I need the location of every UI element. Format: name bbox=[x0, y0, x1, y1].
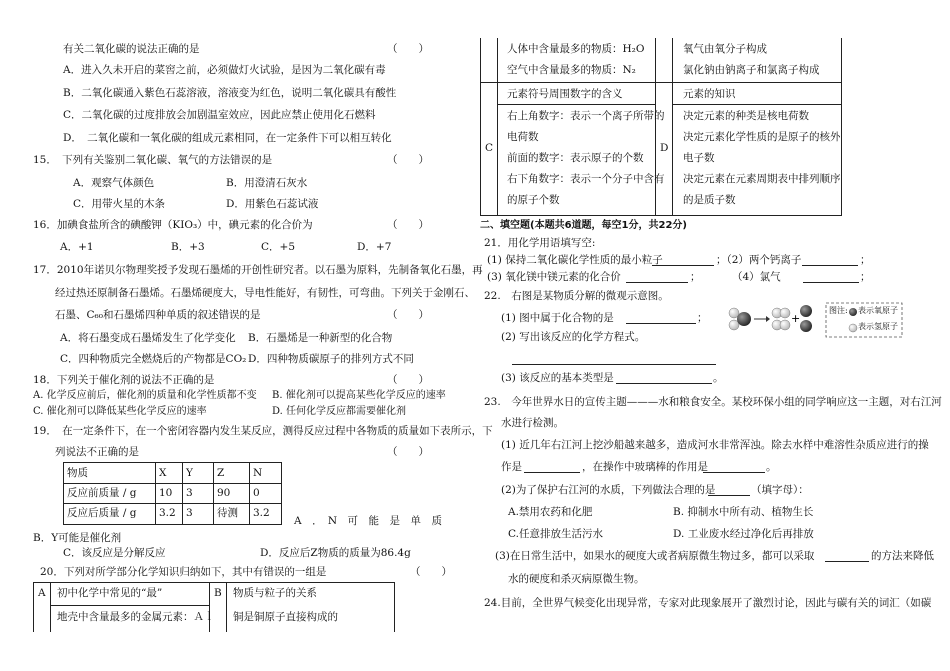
table-col-divider bbox=[182, 462, 183, 525]
q23-line-2: 水进行检测。 bbox=[501, 417, 564, 429]
q16-option-d: D．+7 bbox=[357, 241, 392, 253]
section-heading: 二、填空题(本题共6道题，每空1分，共22分) bbox=[480, 220, 687, 231]
answer-blank[interactable] bbox=[802, 265, 858, 266]
q23-option-b: B. 抑制水中所有动、植物生长 bbox=[673, 506, 814, 518]
table-col-divider bbox=[50, 582, 51, 632]
q20-d-line: 电子数 bbox=[683, 152, 715, 164]
q23-line-6b: 的方法来降低 bbox=[871, 550, 934, 562]
table-col-divider bbox=[209, 582, 210, 632]
q17-line-3: 石墨、C₆₀和石墨烯四种单质的叙述错误的是 bbox=[55, 309, 261, 321]
oxygen-atom-icon bbox=[849, 308, 857, 316]
table-col-divider bbox=[155, 462, 156, 525]
q23-line-4b: ，在操作中玻璃棒的作用是 bbox=[582, 461, 708, 473]
q22-part-3: (3) 该反应的基本类型是 bbox=[501, 372, 614, 384]
q20-c-line: 前面的数字：表示原子的个数 bbox=[507, 152, 644, 164]
q23-option-a: A.禁用农药和化肥 bbox=[508, 506, 593, 518]
q20-c-line: 电荷数 bbox=[507, 131, 539, 143]
legend-title: 图注: bbox=[829, 306, 848, 315]
table-cell: 待测 bbox=[217, 507, 238, 519]
q16-option-c: C．+5 bbox=[261, 241, 296, 253]
legend-oxygen: 表示氧原子 bbox=[858, 306, 898, 315]
q19-option-d: D．反应后Z物质的质量为86.4g bbox=[260, 547, 411, 559]
q19-option-a: A ． N 可 能 是 单 质 bbox=[294, 515, 443, 527]
q23-line-5a: (2)为了保护右江河的水质，下列做法合理的是 bbox=[501, 484, 716, 496]
q15-paren: （ ） bbox=[387, 154, 429, 166]
hydrogen-molecule-icon bbox=[772, 308, 790, 330]
q20-b-line-2: 氧气由氧分子构成 bbox=[683, 43, 767, 55]
answer-blank[interactable] bbox=[708, 495, 750, 496]
q19-option-c: C．该反应是分解反应 bbox=[63, 547, 166, 559]
q20-a-line-2: 人体中含量最多的物质：H₂O bbox=[507, 43, 645, 55]
table-cell: 3 bbox=[186, 507, 193, 519]
table-cell: 反应后质量 / g bbox=[67, 507, 137, 519]
table-row-divider bbox=[672, 104, 842, 105]
q16-stem: 16．加碘食盐所含的碘酸钾（KIO₃）中，碘元素的化合价为 bbox=[33, 219, 313, 231]
legend-hydrogen: 表示氢原子 bbox=[858, 322, 898, 331]
arrow-icon bbox=[754, 316, 770, 322]
table-cell: 3.2 bbox=[253, 507, 270, 519]
q23-line-5b: （填字母）： bbox=[751, 484, 809, 496]
q21-part-3: (3) 氧化镁中镁元素的化合价 bbox=[487, 271, 621, 283]
q21-part-4: ； （4）氯气 bbox=[690, 271, 781, 283]
q16-paren: （ ） bbox=[387, 219, 429, 231]
table-col-divider bbox=[497, 38, 498, 216]
q23-line-4a: 作是 bbox=[501, 461, 522, 473]
q20-stem: 20．下列对所学部分化学知识归纳如下，其中有错误的一组是 bbox=[40, 566, 327, 578]
q19-paren: （ ） bbox=[387, 446, 429, 458]
q23-line-1: 23. 今年世界水日的宣传主题———水和粮食安全。某校环保小组的同学响应这一主题，对右江河 bbox=[484, 396, 942, 408]
table-col-divider bbox=[226, 582, 227, 632]
table-row-divider bbox=[480, 82, 842, 83]
answer-blank[interactable] bbox=[626, 282, 688, 283]
q18-stem: 18．下列关于催化剂的说法不正确的是 bbox=[33, 374, 215, 386]
answer-blank[interactable] bbox=[803, 282, 859, 283]
q17-option-c: C．四种物质完全燃烧后的产物都是CO₂ bbox=[60, 353, 247, 365]
q20-paren: （ ） bbox=[410, 566, 452, 578]
q20-b-line-3: 氯化钠由钠离子和氯离子构成 bbox=[683, 64, 820, 76]
q19-option-b: B．Y可能是催化剂 bbox=[33, 532, 122, 544]
answer-blank[interactable] bbox=[652, 265, 714, 266]
q20-d-line: 的是质子数 bbox=[683, 194, 736, 206]
q21-semicolon: ； bbox=[860, 271, 871, 283]
q14-option-b: B．二氧化碳通入紫色石蕊溶液，溶液变为红色，说明二氧化碳具有酸性 bbox=[63, 87, 397, 99]
q14-stem: 有关二氧化碳的说法正确的是 bbox=[63, 43, 200, 55]
q16-option-b: B．+3 bbox=[171, 241, 205, 253]
q18-paren: （ ） bbox=[387, 374, 429, 386]
q17-paren: （ ） bbox=[387, 309, 429, 321]
answer-blank[interactable] bbox=[616, 383, 712, 384]
q20-a-line-3: 空气中含量最多的物质：N₂ bbox=[507, 64, 636, 76]
q22-part-1: (1) 图中属于化合物的是 bbox=[501, 312, 614, 324]
table-cell: 3 bbox=[186, 487, 193, 499]
oxygen-molecule-icon bbox=[800, 305, 812, 332]
q23-line-3: (1) 近几年右江河上挖沙船越来越多，造成河水非常浑浊。除去水样中难溶性杂质应进行的操 bbox=[501, 439, 929, 451]
answer-blank[interactable] bbox=[626, 323, 696, 324]
q20-b-title: 物质与粒子的关系 bbox=[233, 587, 317, 599]
q19-line-1: 19． 在一定条件下，在一个密闭容器内发生某反应，测得反应过程中各物质的质量如下表所示，下 bbox=[33, 425, 493, 437]
q23-line-7: 水的硬度和杀灭病原微生物。 bbox=[508, 573, 645, 585]
q15-option-c: C．用带火星的木条 bbox=[73, 198, 166, 210]
q23-line-6a: (3)在日常生活中，如果水的硬度大或者病原微生物过多，都可以采取 bbox=[495, 550, 815, 562]
answer-blank[interactable] bbox=[703, 472, 765, 473]
q18-option-b: B. 催化剂可以提高某些化学反应的速率 bbox=[272, 390, 446, 401]
q14-option-a: A．进入久未开启的菜窖之前，必须做灯火试验，是因为二氧化碳有毒 bbox=[63, 64, 386, 76]
q22-stem: 22. 右图是某物质分解的微观示意图。 bbox=[484, 290, 669, 302]
q23-period: 。 bbox=[766, 461, 777, 473]
q24-line-1: 24.目前，全世界气候变化出现异常，专家对此现象展开了激烈讨论，因此与碳有关的词汇（如碳 bbox=[484, 597, 932, 609]
table-col-divider bbox=[655, 38, 656, 216]
q14-option-d: D． 二氧化碳和一氧化碳的组成元素相同，在一定条件下可以相互转化 bbox=[63, 132, 392, 144]
q17-option-a: A．将石墨变成石墨烯发生了化学变化 bbox=[60, 332, 236, 344]
q23-option-c: C.任意排放生活污水 bbox=[508, 528, 603, 540]
table-col-divider bbox=[249, 462, 250, 525]
q15-option-b: B．用澄清石灰水 bbox=[226, 177, 308, 189]
q21-semicolon: ； bbox=[860, 254, 871, 266]
q20-c-title: 元素符号周围数字的含义 bbox=[507, 88, 623, 100]
table-col-divider bbox=[213, 462, 214, 525]
table-cell: 反应前质量 / g bbox=[67, 487, 137, 499]
answer-blank[interactable] bbox=[512, 364, 716, 365]
table-cell: 90 bbox=[217, 487, 231, 499]
plus-sign: + bbox=[791, 312, 801, 325]
q17-line-2: 经过热还原制备石墨烯。石墨烯硬度大，导电性能好，有韧性，可弯曲。下列关于金刚石、 bbox=[55, 287, 475, 299]
hydrogen-atom-icon bbox=[849, 324, 857, 332]
q16-option-a: A．+1 bbox=[60, 241, 94, 253]
q20-c-line: 的原子个数 bbox=[507, 194, 560, 206]
q21-stem: 21．用化学用语填写空: bbox=[484, 237, 596, 249]
q20-d-title: 元素的知识 bbox=[683, 88, 736, 100]
table-row-divider bbox=[497, 104, 655, 105]
answer-blank[interactable] bbox=[825, 561, 869, 562]
table-col-divider bbox=[672, 38, 673, 216]
q20-c-line: 右下角数字：表示一个分子中含有 bbox=[507, 173, 665, 185]
table-header-cell: N bbox=[253, 467, 263, 479]
q18-option-a: A. 化学反应前后，催化剂的质量和化学性质都不变 bbox=[33, 390, 257, 401]
q22-part-2: (2) 写出该反应的化学方程式。 bbox=[501, 331, 646, 343]
q15-option-a: A．观察气体颜色 bbox=[73, 177, 155, 189]
answer-blank[interactable] bbox=[524, 472, 580, 473]
q20-b-line: 铜是铜原子直接构成的 bbox=[233, 611, 338, 623]
q19-line-2: 列说法不正确的是 bbox=[55, 446, 139, 458]
table-header-cell: 物质 bbox=[67, 467, 88, 479]
q20-d-label: D bbox=[660, 142, 669, 154]
table-cell: 0 bbox=[253, 487, 260, 499]
table-header-cell: Z bbox=[217, 467, 225, 479]
water-molecule-icon bbox=[729, 308, 751, 330]
table-cell: 3.2 bbox=[159, 507, 176, 519]
q17-line-1: 17．2010年诺贝尔物理奖授予发现石墨烯的开创性研究者。以石墨为原料，先制备氧化石墨，再 bbox=[33, 264, 483, 276]
q22-period: 。 bbox=[713, 372, 724, 384]
q17-option-d: D．四种物质碳原子的排列方式不同 bbox=[248, 353, 414, 365]
q18-option-c: C. 催化剂可以降低某些化学反应的速率 bbox=[33, 406, 207, 417]
q20-a-label: A bbox=[38, 587, 46, 599]
q20-d-line: 决定元素在元素周期表中排列顺序 bbox=[683, 173, 841, 185]
q17-option-b: B．石墨烯是一种新型的化合物 bbox=[248, 332, 393, 344]
q20-d-line: 决定元素的种类是核电荷数 bbox=[683, 110, 809, 122]
q14-option-c: C．二氧化碳的过度排放会加剧温室效应，因此应禁止使用化石燃料 bbox=[63, 109, 376, 121]
q20-b-label: B bbox=[214, 587, 222, 599]
q20-c-label: C bbox=[485, 142, 494, 154]
q18-option-d: D. 任何化学反应都需要催化剂 bbox=[272, 406, 407, 417]
q20-a-line: 地壳中含量最多的金属元素：Ａｌ bbox=[57, 611, 215, 623]
q21-part-1: (1) 保持二氧化碳化学性质的最小粒子 bbox=[487, 254, 663, 266]
q20-a-title: 初中化学中常见的“最” bbox=[57, 587, 163, 599]
q22-semicolon: ； bbox=[697, 312, 708, 324]
q23-option-d: D. 工业废水经过净化后再排放 bbox=[673, 528, 814, 540]
table-header-cell: Y bbox=[186, 467, 193, 479]
q14-paren: （ ） bbox=[387, 43, 429, 55]
q15-option-d: D．用紫色石蕊试液 bbox=[226, 198, 319, 210]
q15-stem: 15． 下列有关鉴别二氧化碳、氧气的方法错误的是 bbox=[33, 154, 273, 166]
q20-c-line: 右上角数字：表示一个离子所带的 bbox=[507, 110, 665, 122]
q21-part-2: ；（2）两个钙离子 bbox=[716, 254, 802, 266]
table-cell: 10 bbox=[159, 487, 173, 499]
q20-d-line: 决定元素化学性质的是原子的核外 bbox=[683, 131, 841, 143]
table-row-divider bbox=[50, 605, 209, 606]
table-header-cell: X bbox=[159, 467, 167, 479]
